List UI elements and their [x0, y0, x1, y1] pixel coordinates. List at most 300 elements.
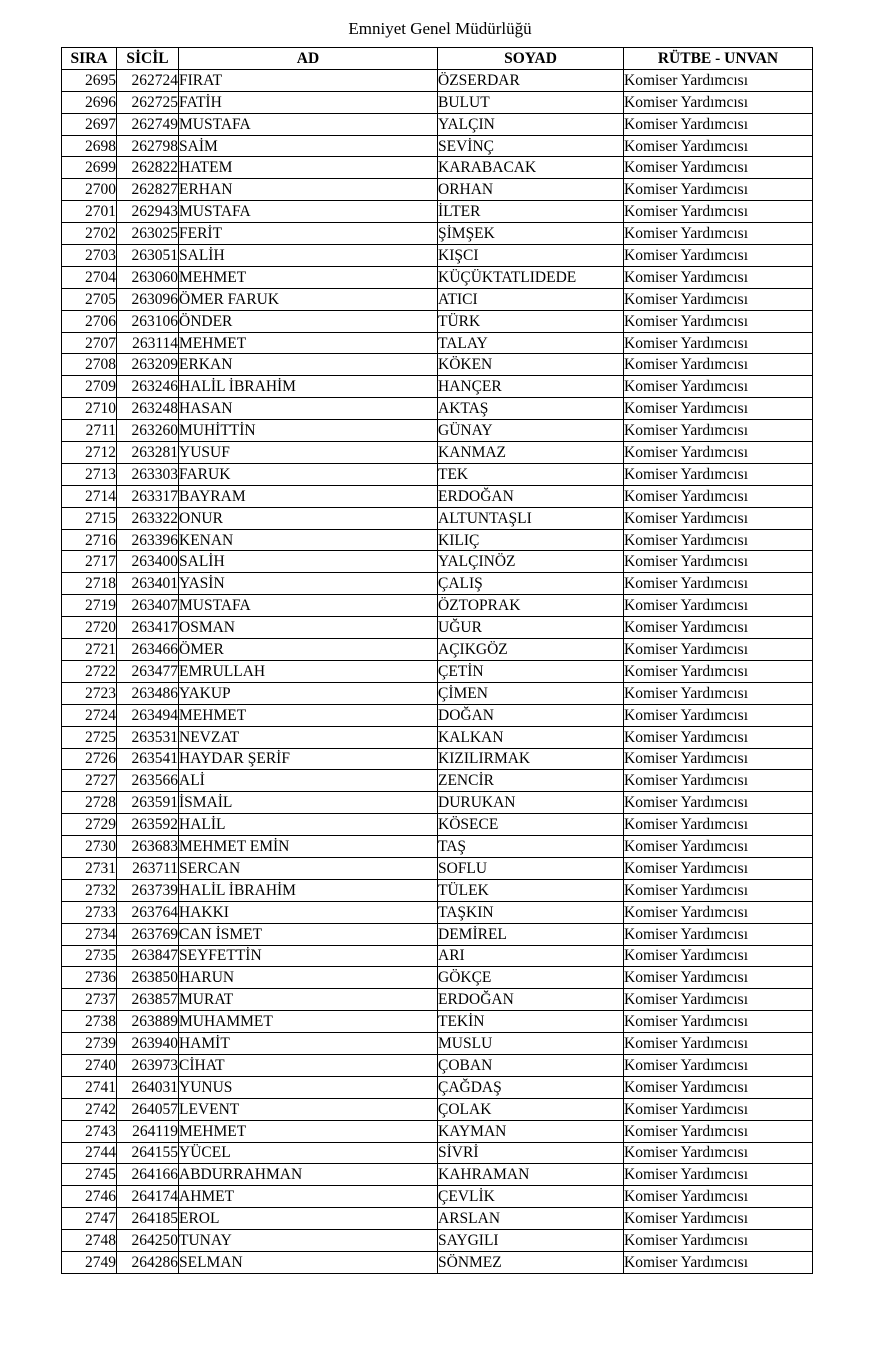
- ad-cell: FIRAT: [179, 69, 438, 91]
- sicil-cell: 262943: [117, 201, 179, 223]
- sicil-cell: 263322: [117, 507, 179, 529]
- ad-cell: HALİL: [179, 814, 438, 836]
- sicil-cell: 263396: [117, 529, 179, 551]
- table-row: [62, 507, 813, 529]
- soyad-cell: DOĞAN: [438, 704, 624, 726]
- table-row: [62, 748, 813, 770]
- table-row: [62, 1230, 813, 1252]
- table-row: [62, 463, 813, 485]
- sicil-cell: 263486: [117, 682, 179, 704]
- sicil-cell: 263566: [117, 770, 179, 792]
- table-row: [62, 704, 813, 726]
- ad-cell: EROL: [179, 1208, 438, 1230]
- table-row: [62, 420, 813, 442]
- sicil-cell: 262822: [117, 157, 179, 179]
- ad-cell: MEHMET: [179, 266, 438, 288]
- sicil-cell: 264174: [117, 1186, 179, 1208]
- sira-cell: 2734: [62, 923, 117, 945]
- rutbe-cell: Komiser Yardımcısı: [624, 1098, 813, 1120]
- ad-cell: MEHMET: [179, 1120, 438, 1142]
- sicil-cell: 263096: [117, 288, 179, 310]
- table-row: [62, 595, 813, 617]
- ad-cell: YUSUF: [179, 442, 438, 464]
- soyad-cell: ÖZSERDAR: [438, 69, 624, 91]
- soyad-cell: DURUKAN: [438, 792, 624, 814]
- sicil-cell: 263114: [117, 332, 179, 354]
- soyad-cell: YALÇINÖZ: [438, 551, 624, 573]
- sicil-cell: 263025: [117, 223, 179, 245]
- table-row: [62, 770, 813, 792]
- sira-cell: 2696: [62, 91, 117, 113]
- sicil-cell: 263494: [117, 704, 179, 726]
- rutbe-cell: Komiser Yardımcısı: [624, 1164, 813, 1186]
- sira-cell: 2731: [62, 857, 117, 879]
- soyad-cell: ÇAĞDAŞ: [438, 1076, 624, 1098]
- sira-cell: 2736: [62, 967, 117, 989]
- table-row: [62, 157, 813, 179]
- table-row: [62, 1076, 813, 1098]
- sira-cell: 2724: [62, 704, 117, 726]
- rutbe-cell: Komiser Yardımcısı: [624, 398, 813, 420]
- header-sicil: SİCİL: [117, 48, 179, 70]
- sira-cell: 2746: [62, 1186, 117, 1208]
- ad-cell: SAİM: [179, 135, 438, 157]
- soyad-cell: KARABACAK: [438, 157, 624, 179]
- sira-cell: 2712: [62, 442, 117, 464]
- sira-cell: 2707: [62, 332, 117, 354]
- sicil-cell: 263260: [117, 420, 179, 442]
- sira-cell: 2720: [62, 617, 117, 639]
- ad-cell: ABDURRAHMAN: [179, 1164, 438, 1186]
- rutbe-cell: Komiser Yardımcısı: [624, 726, 813, 748]
- sicil-cell: 263209: [117, 354, 179, 376]
- sicil-cell: 264119: [117, 1120, 179, 1142]
- table-row: [62, 573, 813, 595]
- sira-cell: 2705: [62, 288, 117, 310]
- sira-cell: 2729: [62, 814, 117, 836]
- sira-cell: 2713: [62, 463, 117, 485]
- soyad-cell: KAYMAN: [438, 1120, 624, 1142]
- sicil-cell: 263531: [117, 726, 179, 748]
- sicil-cell: 263711: [117, 857, 179, 879]
- table-row: [62, 1164, 813, 1186]
- rutbe-cell: Komiser Yardımcısı: [624, 376, 813, 398]
- sicil-cell: 263847: [117, 945, 179, 967]
- table-row: [62, 1251, 813, 1273]
- ad-cell: SEYFETTİN: [179, 945, 438, 967]
- rutbe-cell: Komiser Yardımcısı: [624, 442, 813, 464]
- sicil-cell: 263769: [117, 923, 179, 945]
- sira-cell: 2749: [62, 1251, 117, 1273]
- sira-cell: 2722: [62, 660, 117, 682]
- table-row: [62, 1142, 813, 1164]
- sicil-cell: 264185: [117, 1208, 179, 1230]
- soyad-cell: SEVİNÇ: [438, 135, 624, 157]
- sicil-cell: 263400: [117, 551, 179, 573]
- table-row: [62, 617, 813, 639]
- sicil-cell: 263973: [117, 1054, 179, 1076]
- rutbe-cell: Komiser Yardımcısı: [624, 1120, 813, 1142]
- sicil-cell: 264031: [117, 1076, 179, 1098]
- sira-cell: 2702: [62, 223, 117, 245]
- rutbe-cell: Komiser Yardımcısı: [624, 770, 813, 792]
- table-row: [62, 332, 813, 354]
- table-row: [62, 660, 813, 682]
- ad-cell: MUSTAFA: [179, 595, 438, 617]
- header-ad: AD: [179, 48, 438, 70]
- sicil-cell: 263889: [117, 1011, 179, 1033]
- table-row: [62, 857, 813, 879]
- rutbe-cell: Komiser Yardımcısı: [624, 704, 813, 726]
- soyad-cell: SAYGILI: [438, 1230, 624, 1252]
- sicil-cell: 262749: [117, 113, 179, 135]
- table-row: [62, 529, 813, 551]
- header-rutbe: RÜTBE - UNVAN: [624, 48, 813, 70]
- rutbe-cell: Komiser Yardımcısı: [624, 420, 813, 442]
- ad-cell: MURAT: [179, 989, 438, 1011]
- table-row: [62, 879, 813, 901]
- sira-cell: 2715: [62, 507, 117, 529]
- rutbe-cell: Komiser Yardımcısı: [624, 967, 813, 989]
- personnel-table: [61, 47, 813, 1274]
- sira-cell: 2728: [62, 792, 117, 814]
- sira-cell: 2726: [62, 748, 117, 770]
- table-row: [62, 792, 813, 814]
- rutbe-cell: Komiser Yardımcısı: [624, 245, 813, 267]
- ad-cell: SALİH: [179, 551, 438, 573]
- sicil-cell: 263417: [117, 617, 179, 639]
- table-row: [62, 113, 813, 135]
- rutbe-cell: Komiser Yardımcısı: [624, 639, 813, 661]
- ad-cell: FATİH: [179, 91, 438, 113]
- table-row: [62, 442, 813, 464]
- ad-cell: BAYRAM: [179, 485, 438, 507]
- rutbe-cell: Komiser Yardımcısı: [624, 1230, 813, 1252]
- sicil-cell: 263303: [117, 463, 179, 485]
- ad-cell: İSMAİL: [179, 792, 438, 814]
- rutbe-cell: Komiser Yardımcısı: [624, 857, 813, 879]
- sicil-cell: 263317: [117, 485, 179, 507]
- rutbe-cell: Komiser Yardımcısı: [624, 201, 813, 223]
- sira-cell: 2742: [62, 1098, 117, 1120]
- ad-cell: TUNAY: [179, 1230, 438, 1252]
- soyad-cell: TALAY: [438, 332, 624, 354]
- sira-cell: 2710: [62, 398, 117, 420]
- sicil-cell: 263060: [117, 266, 179, 288]
- header-sira: SIRA: [62, 48, 117, 70]
- soyad-cell: ÇEVLİK: [438, 1186, 624, 1208]
- ad-cell: OSMAN: [179, 617, 438, 639]
- rutbe-cell: Komiser Yardımcısı: [624, 69, 813, 91]
- ad-cell: ERHAN: [179, 179, 438, 201]
- soyad-cell: KÖKEN: [438, 354, 624, 376]
- rutbe-cell: Komiser Yardımcısı: [624, 354, 813, 376]
- table-row: [62, 1033, 813, 1055]
- soyad-cell: GÜNAY: [438, 420, 624, 442]
- rutbe-cell: Komiser Yardımcısı: [624, 792, 813, 814]
- table-row: [62, 551, 813, 573]
- table-row: [62, 945, 813, 967]
- table-row: [62, 223, 813, 245]
- table-row: [62, 814, 813, 836]
- sira-cell: 2703: [62, 245, 117, 267]
- ad-cell: FARUK: [179, 463, 438, 485]
- table-row: [62, 989, 813, 1011]
- soyad-cell: KAHRAMAN: [438, 1164, 624, 1186]
- soyad-cell: SİVRİ: [438, 1142, 624, 1164]
- rutbe-cell: Komiser Yardımcısı: [624, 113, 813, 135]
- table-row: [62, 1186, 813, 1208]
- sicil-cell: 263739: [117, 879, 179, 901]
- soyad-cell: SÖNMEZ: [438, 1251, 624, 1273]
- rutbe-cell: Komiser Yardımcısı: [624, 485, 813, 507]
- soyad-cell: HANÇER: [438, 376, 624, 398]
- sira-cell: 2709: [62, 376, 117, 398]
- soyad-cell: ZENCİR: [438, 770, 624, 792]
- rutbe-cell: Komiser Yardımcısı: [624, 1011, 813, 1033]
- soyad-cell: ERDOĞAN: [438, 989, 624, 1011]
- sira-cell: 2748: [62, 1230, 117, 1252]
- rutbe-cell: Komiser Yardımcısı: [624, 551, 813, 573]
- table-row: [62, 836, 813, 858]
- soyad-cell: DEMİREL: [438, 923, 624, 945]
- sicil-cell: 263477: [117, 660, 179, 682]
- rutbe-cell: Komiser Yardımcısı: [624, 288, 813, 310]
- rutbe-cell: Komiser Yardımcısı: [624, 595, 813, 617]
- rutbe-cell: Komiser Yardımcısı: [624, 1208, 813, 1230]
- sira-cell: 2745: [62, 1164, 117, 1186]
- table-row: [62, 179, 813, 201]
- ad-cell: MUSTAFA: [179, 113, 438, 135]
- ad-cell: MEHMET EMİN: [179, 836, 438, 858]
- sira-cell: 2743: [62, 1120, 117, 1142]
- ad-cell: AHMET: [179, 1186, 438, 1208]
- soyad-cell: TEKİN: [438, 1011, 624, 1033]
- table-row: [62, 310, 813, 332]
- soyad-cell: ÇOLAK: [438, 1098, 624, 1120]
- soyad-cell: MUSLU: [438, 1033, 624, 1055]
- sicil-cell: 263940: [117, 1033, 179, 1055]
- ad-cell: SALİH: [179, 245, 438, 267]
- ad-cell: EMRULLAH: [179, 660, 438, 682]
- ad-cell: YASİN: [179, 573, 438, 595]
- rutbe-cell: Komiser Yardımcısı: [624, 1033, 813, 1055]
- table-row: [62, 485, 813, 507]
- sicil-cell: 262798: [117, 135, 179, 157]
- table-row: [62, 682, 813, 704]
- ad-cell: HALİL İBRAHİM: [179, 879, 438, 901]
- soyad-cell: TAŞ: [438, 836, 624, 858]
- sira-cell: 2739: [62, 1033, 117, 1055]
- sira-cell: 2723: [62, 682, 117, 704]
- soyad-cell: KALKAN: [438, 726, 624, 748]
- sira-cell: 2727: [62, 770, 117, 792]
- sira-cell: 2721: [62, 639, 117, 661]
- table-row: [62, 354, 813, 376]
- sira-cell: 2718: [62, 573, 117, 595]
- table-row: [62, 1208, 813, 1230]
- sicil-cell: 264057: [117, 1098, 179, 1120]
- ad-cell: MEHMET: [179, 704, 438, 726]
- soyad-cell: İLTER: [438, 201, 624, 223]
- sira-cell: 2733: [62, 901, 117, 923]
- sira-cell: 2741: [62, 1076, 117, 1098]
- soyad-cell: KÜÇÜKTATLIDEDE: [438, 266, 624, 288]
- sira-cell: 2695: [62, 69, 117, 91]
- table-row: [62, 266, 813, 288]
- rutbe-cell: Komiser Yardımcısı: [624, 617, 813, 639]
- ad-cell: HATEM: [179, 157, 438, 179]
- table-row: [62, 376, 813, 398]
- table-row: [62, 726, 813, 748]
- table-row: [62, 1054, 813, 1076]
- rutbe-cell: Komiser Yardımcısı: [624, 682, 813, 704]
- sira-cell: 2735: [62, 945, 117, 967]
- soyad-cell: KILIÇ: [438, 529, 624, 551]
- soyad-cell: ARI: [438, 945, 624, 967]
- ad-cell: MUHAMMET: [179, 1011, 438, 1033]
- table-row: [62, 135, 813, 157]
- rutbe-cell: Komiser Yardımcısı: [624, 879, 813, 901]
- rutbe-cell: Komiser Yardımcısı: [624, 135, 813, 157]
- sira-cell: 2740: [62, 1054, 117, 1076]
- table-row: [62, 69, 813, 91]
- soyad-cell: BULUT: [438, 91, 624, 113]
- rutbe-cell: Komiser Yardımcısı: [624, 310, 813, 332]
- ad-cell: HALİL İBRAHİM: [179, 376, 438, 398]
- sicil-cell: 264286: [117, 1251, 179, 1273]
- rutbe-cell: Komiser Yardımcısı: [624, 660, 813, 682]
- table-header-row: [62, 48, 813, 70]
- sira-cell: 2730: [62, 836, 117, 858]
- sira-cell: 2708: [62, 354, 117, 376]
- ad-cell: ONUR: [179, 507, 438, 529]
- soyad-cell: KÖSECE: [438, 814, 624, 836]
- sira-cell: 2716: [62, 529, 117, 551]
- soyad-cell: ŞİMŞEK: [438, 223, 624, 245]
- rutbe-cell: Komiser Yardımcısı: [624, 507, 813, 529]
- table-row: [62, 639, 813, 661]
- sira-cell: 2706: [62, 310, 117, 332]
- sicil-cell: 263592: [117, 814, 179, 836]
- ad-cell: SERCAN: [179, 857, 438, 879]
- ad-cell: CAN İSMET: [179, 923, 438, 945]
- ad-cell: HAMİT: [179, 1033, 438, 1055]
- rutbe-cell: Komiser Yardımcısı: [624, 836, 813, 858]
- sira-cell: 2711: [62, 420, 117, 442]
- sicil-cell: 264155: [117, 1142, 179, 1164]
- ad-cell: YAKUP: [179, 682, 438, 704]
- sira-cell: 2725: [62, 726, 117, 748]
- sira-cell: 2698: [62, 135, 117, 157]
- sicil-cell: 263764: [117, 901, 179, 923]
- ad-cell: HASAN: [179, 398, 438, 420]
- ad-cell: ÖMER: [179, 639, 438, 661]
- ad-cell: HAKKI: [179, 901, 438, 923]
- soyad-cell: UĞUR: [438, 617, 624, 639]
- rutbe-cell: Komiser Yardımcısı: [624, 223, 813, 245]
- soyad-cell: ARSLAN: [438, 1208, 624, 1230]
- sira-cell: 2744: [62, 1142, 117, 1164]
- sira-cell: 2717: [62, 551, 117, 573]
- sicil-cell: 263106: [117, 310, 179, 332]
- soyad-cell: TEK: [438, 463, 624, 485]
- ad-cell: ÖNDER: [179, 310, 438, 332]
- sicil-cell: 263541: [117, 748, 179, 770]
- soyad-cell: GÖKÇE: [438, 967, 624, 989]
- soyad-cell: TÜRK: [438, 310, 624, 332]
- sira-cell: 2747: [62, 1208, 117, 1230]
- sira-cell: 2714: [62, 485, 117, 507]
- table-row: [62, 288, 813, 310]
- rutbe-cell: Komiser Yardımcısı: [624, 157, 813, 179]
- soyad-cell: TAŞKIN: [438, 901, 624, 923]
- ad-cell: YÜCEL: [179, 1142, 438, 1164]
- rutbe-cell: Komiser Yardımcısı: [624, 901, 813, 923]
- rutbe-cell: Komiser Yardımcısı: [624, 529, 813, 551]
- soyad-cell: ÇETİN: [438, 660, 624, 682]
- sira-cell: 2701: [62, 201, 117, 223]
- table-row: [62, 967, 813, 989]
- rutbe-cell: Komiser Yardımcısı: [624, 1054, 813, 1076]
- table-row: [62, 923, 813, 945]
- rutbe-cell: Komiser Yardımcısı: [624, 332, 813, 354]
- ad-cell: MUHİTTİN: [179, 420, 438, 442]
- sira-cell: 2719: [62, 595, 117, 617]
- ad-cell: SELMAN: [179, 1251, 438, 1273]
- sicil-cell: 263281: [117, 442, 179, 464]
- ad-cell: ERKAN: [179, 354, 438, 376]
- sicil-cell: 263857: [117, 989, 179, 1011]
- ad-cell: MEHMET: [179, 332, 438, 354]
- sicil-cell: 263401: [117, 573, 179, 595]
- rutbe-cell: Komiser Yardımcısı: [624, 573, 813, 595]
- soyad-cell: KIZILIRMAK: [438, 748, 624, 770]
- table-row: [62, 1011, 813, 1033]
- rutbe-cell: Komiser Yardımcısı: [624, 1251, 813, 1273]
- sicil-cell: 264166: [117, 1164, 179, 1186]
- table-row: [62, 1120, 813, 1142]
- ad-cell: CİHAT: [179, 1054, 438, 1076]
- ad-cell: NEVZAT: [179, 726, 438, 748]
- rutbe-cell: Komiser Yardımcısı: [624, 748, 813, 770]
- soyad-cell: TÜLEK: [438, 879, 624, 901]
- sira-cell: 2699: [62, 157, 117, 179]
- sicil-cell: 262725: [117, 91, 179, 113]
- rutbe-cell: Komiser Yardımcısı: [624, 1186, 813, 1208]
- sicil-cell: 263051: [117, 245, 179, 267]
- rutbe-cell: Komiser Yardımcısı: [624, 989, 813, 1011]
- rutbe-cell: Komiser Yardımcısı: [624, 1076, 813, 1098]
- soyad-cell: KIŞCI: [438, 245, 624, 267]
- sicil-cell: 262724: [117, 69, 179, 91]
- sira-cell: 2704: [62, 266, 117, 288]
- table-row: [62, 245, 813, 267]
- soyad-cell: ÇOBAN: [438, 1054, 624, 1076]
- soyad-cell: SOFLU: [438, 857, 624, 879]
- rutbe-cell: Komiser Yardımcısı: [624, 266, 813, 288]
- rutbe-cell: Komiser Yardımcısı: [624, 463, 813, 485]
- soyad-cell: ÖZTOPRAK: [438, 595, 624, 617]
- document-title: Emniyet Genel Müdürlüğü: [348, 19, 532, 38]
- soyad-cell: ALTUNTAŞLI: [438, 507, 624, 529]
- soyad-cell: KANMAZ: [438, 442, 624, 464]
- sicil-cell: 263248: [117, 398, 179, 420]
- table-row: [62, 201, 813, 223]
- soyad-cell: ATICI: [438, 288, 624, 310]
- ad-cell: HAYDAR ŞERİF: [179, 748, 438, 770]
- rutbe-cell: Komiser Yardımcısı: [624, 179, 813, 201]
